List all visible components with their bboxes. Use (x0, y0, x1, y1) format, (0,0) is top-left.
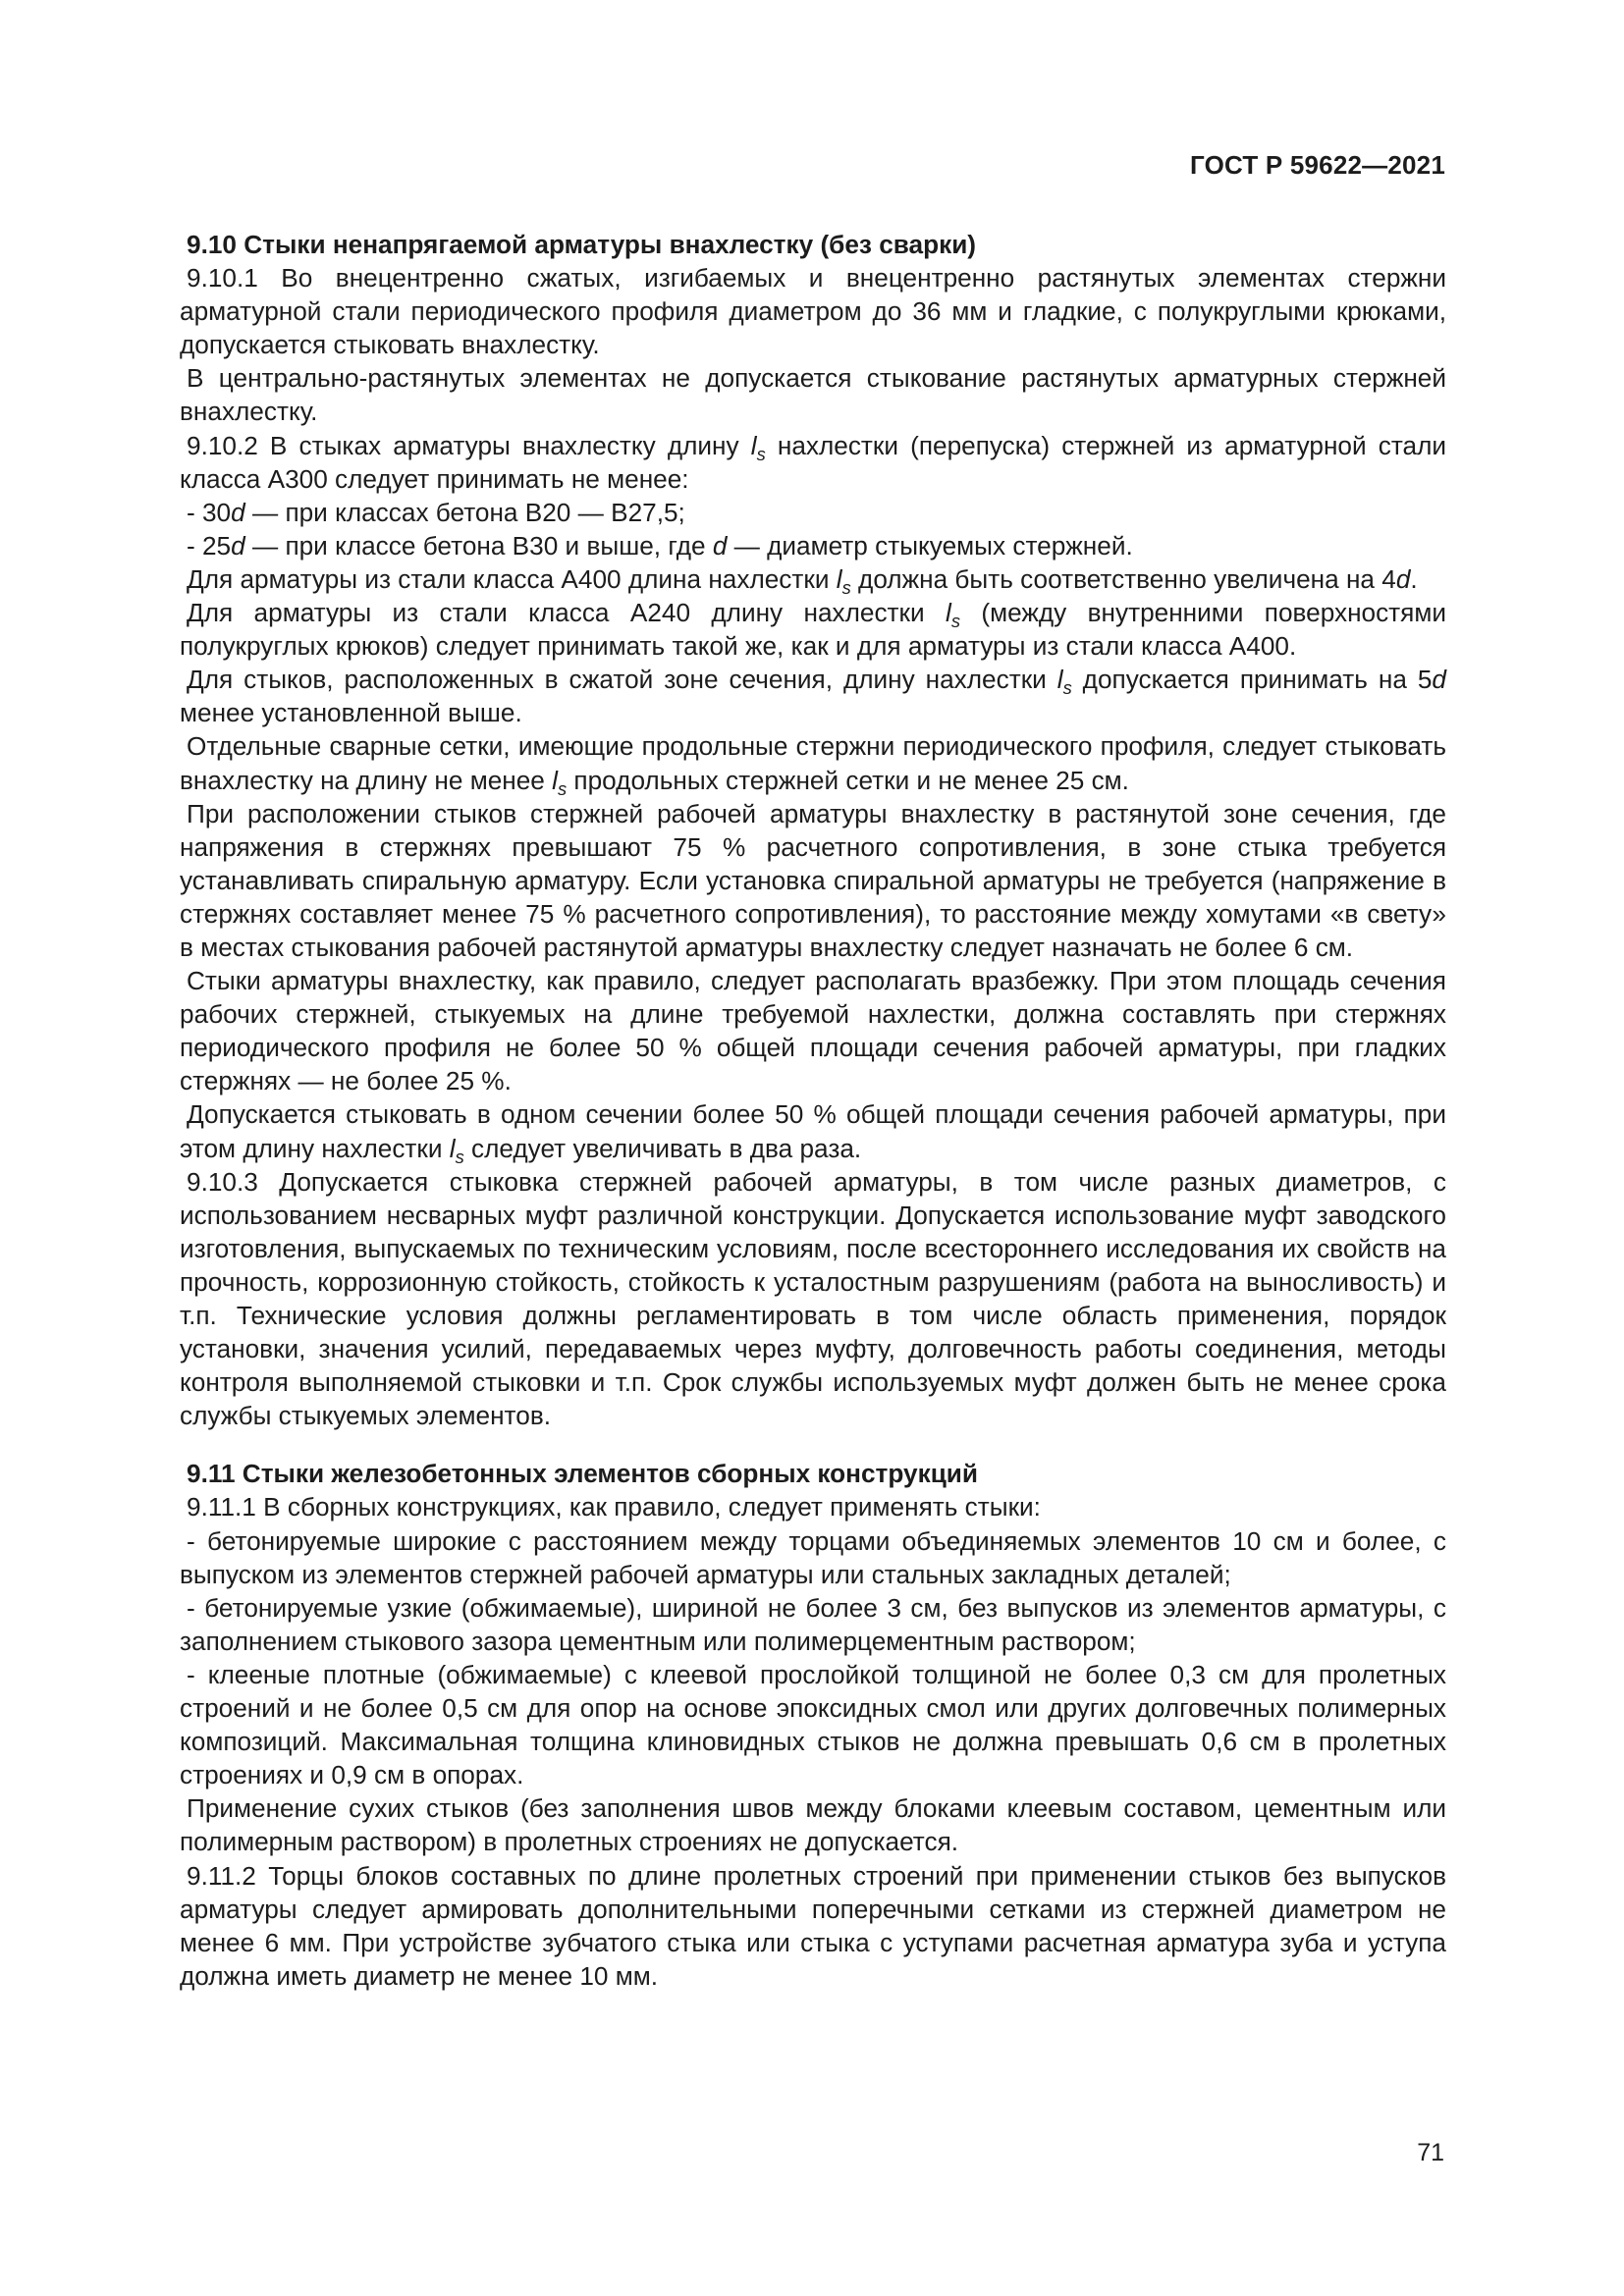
paragraph-a240: Для арматуры из стали класса А240 длину нахлестки $l_s$ (между внутренними поверхностями полукруглых крюков) следует принимать такой же, как и для арматуры из стали класса А400. (180, 598, 1446, 662)
list-item-narrow-joints: - бетонируемые узкие (обжимаемые), шириной не более 3 см, без выпусков из элементов арматуры, с заполнением стыкового зазора цементным или полимерцементным раствором; (180, 1592, 1446, 1656)
paragraph-welded-mesh: Отдельные сварные сетки, имеющие продольные стержни периодического профиля, следует стыковать внахлестку на длину не менее $l_s$ продольных стержней сетки и не менее 25 см. (180, 731, 1446, 799)
paragraph-staggered-joints: Стыки арматуры внахлестку, как правило, следует располагать вразбежку. При этом площадь сечения рабочих стержней, стыкуемых на длине требуемой нахлестки, должна составлять при стержнях периодического профиля не более 50 % общей площади сечения рабочей арматуры, при гладких стержнях — не более 25 %. (180, 966, 1446, 1096)
paragraph-a400: Для арматуры из стали класса А400 длина нахлестки $l_s$ должна быть соответственно увеличена на 4d. (187, 563, 1418, 598)
paragraph-dry-joints: Применение сухих стыков (без заполнения швов между блоками клеевым составом, цементным или полимерным раствором) в пролетных строениях не допускается. (180, 1793, 1446, 1857)
paragraph-9-11-1: 9.11.1 В сборных конструкциях, как правило, следует применять стыки: (187, 1492, 1041, 1522)
paragraph-double-lap: Допускается стыковать в одном сечении более 50 % общей площади сечения рабочей арматуры, при этом длину нахлестки $l_s$ следует увеличивать в два раза. (180, 1099, 1446, 1167)
paragraph-compressed-zone: Для стыков, расположенных в сжатой зоне сечения, длину нахлестки $l_s$ допускается принимать на 5d менее установленной выше. (180, 665, 1446, 728)
document-code-header: ГОСТ Р 59622—2021 (1190, 150, 1445, 180)
paragraph-9-10-2: 9.10.2 В стыках арматуры внахлестку длину $l_s$ нахлестки (перепуска) стержней из арматурной стали класса А300 следует принимать не менее: (180, 430, 1446, 494)
page-number: 71 (1417, 2139, 1444, 2166)
paragraph-9-10-1: 9.10.1 Во внецентренно сжатых, изгибаемых и внецентренно растянутых элементах стержни арматурной стали периодического профиля диаметром до 36 мм и гладкие, с полукруглыми крюками, допускается стыковать внахлестку. (180, 263, 1446, 360)
list-item-wide-joints: - бетонируемые широкие с расстоянием между торцами объединяемых элементов 10 см и более, с выпуском из элементов стержней рабочей арматуры или стальных закладных деталей; (180, 1525, 1446, 1589)
list-item-25d: - 25d — при классе бетона В30 и выше, где d — диаметр стыкуемых стержней. (187, 530, 1133, 561)
paragraph-9-10-3: 9.10.3 Допускается стыковка стержней рабочей арматуры, в том числе разных диаметров, с использованием несварных муфт различной конструкции. Допускается использование муфт заводского изготовления, выпускаемых по техническим условиям, после всестороннего исследования их свойств на прочность, коррозионную стойкость, стойкость к усталостным разрушениям (работа на выносливость) и т.п. Технические условия должны регламентировать в том числе область применения, порядок установки, значения усилий, передаваемых через муфту, долговечность работы соединения, методы контроля выполняемой стыковки и т.п. Срок службы используемых муфт должен быть не менее срока службы стыкуемых элементов. (180, 1166, 1446, 1431)
section-9-11-heading: 9.11 Стыки железобетонных элементов сборных конструкций (187, 1459, 979, 1489)
document-body (180, 228, 1446, 1993)
list-item-glued-joints: - клееные плотные (обжимаемые) с клеевой прослойкой толщиной не более 0,3 см для пролетных строений и не более 0,5 см для опор на основе эпоксидных смол или других долговечных полимерных композиций. Максимальная толщина клиновидных стыков не должна превышать 0,6 см в пролетных строениях и 0,9 см в опорах. (180, 1659, 1446, 1790)
paragraph-9-11-2: 9.11.2 Торцы блоков составных по длине пролетных строений при применении стыков без выпусков арматуры следует армировать дополнительными поперечными сетками из стержней диаметром не менее 6 мм. При устройстве зубчатого стыка или стыка с уступами расчетная арматура зуба и уступа должна иметь диаметр не менее 10 мм. (180, 1860, 1446, 1991)
list-item-30d: - 30d — при классах бетона В20 — В27,5; (187, 497, 685, 527)
section-9-10-heading: 9.10 Стыки ненапрягаемой арматуры внахлестку (без сварки) (187, 230, 977, 259)
paragraph-spiral-reinforcement: При расположении стыков стержней рабочей арматуры внахлестку в растянутой зоне сечения, где напряжения в стержнях превышают 75 % расчетного сопротивления, в зоне стыка требуется устанавливать спиральную арматуру. Если установка спиральной арматуры не требуется (напряжение в стержнях составляет менее 75 % расчетного сопротивления), то расстояние между хомутами «в свету» в местах стыкования рабочей растянутой арматуры внахлестку следует назначать не более 6 см. (180, 798, 1446, 962)
paragraph-central-tension: В центрально-растянутых элементах не допускается стыкование растянутых арматурных стержней внахлестку. (180, 363, 1446, 427)
